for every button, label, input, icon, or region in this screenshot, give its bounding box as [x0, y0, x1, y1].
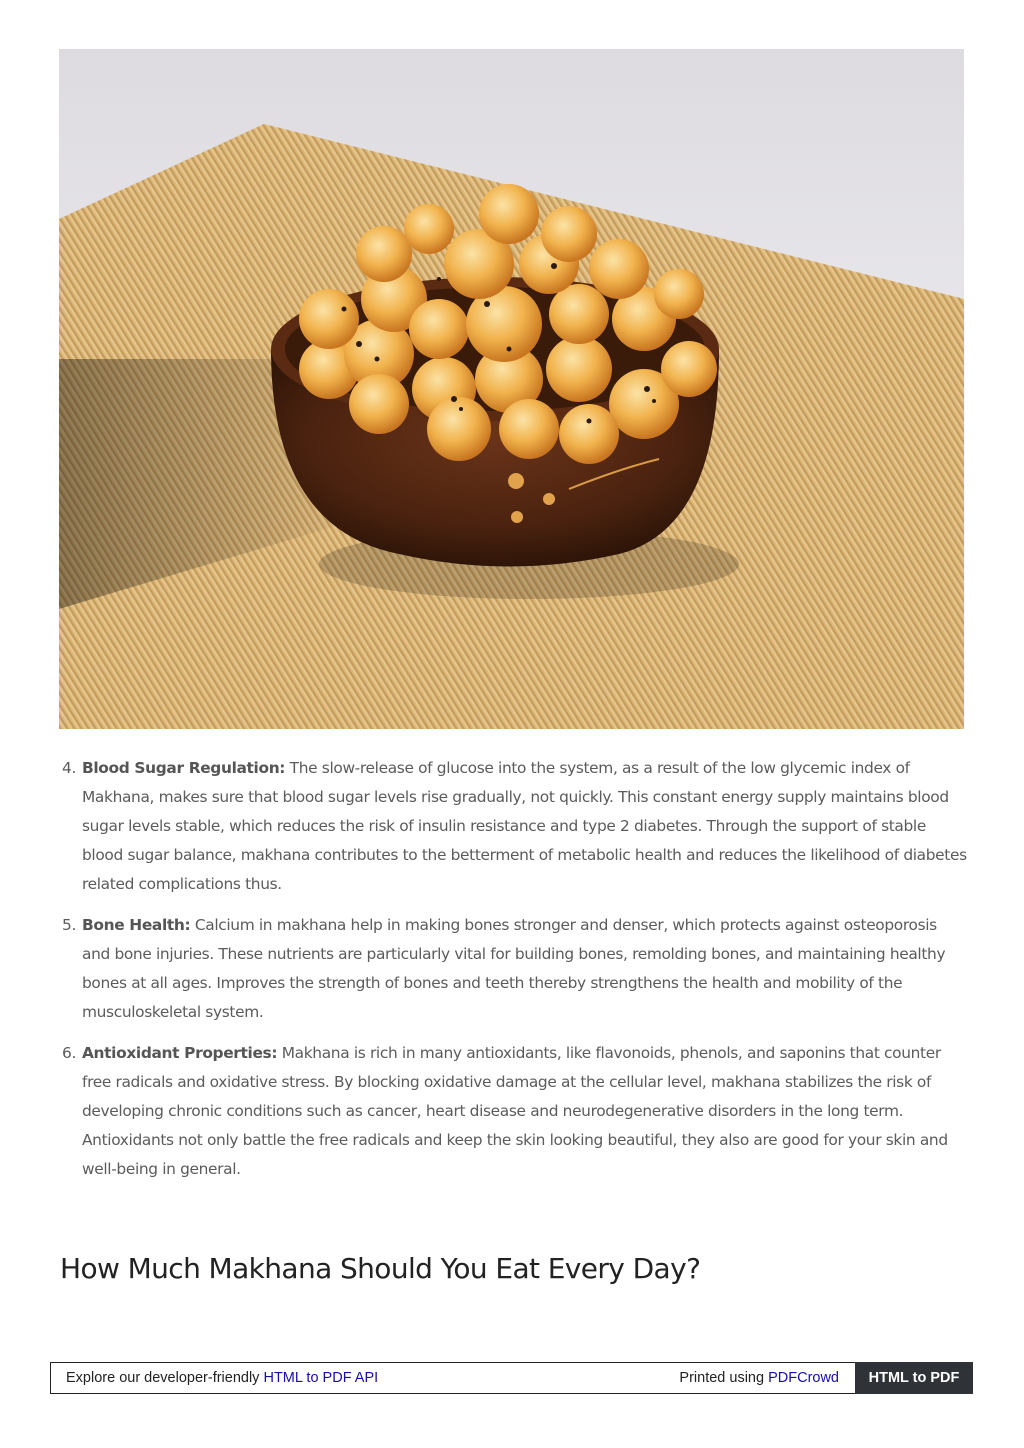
- benefit-description: The slow-release of glucose into the system, as a result of the low glycemic index of Makhana, makes sure that blood sugar levels rise gradually, not quickly. This constant energy supply maintains blood sugar levels stable, which reduces the risk of insulin resistance and type 2 diabetes. Through the support of stable blood sugar balance, makhana contributes to the betterment of metabolic health and reduces the likelihood of diabetes related complications thus.: [82, 759, 967, 893]
- benefit-description: Makhana is rich in many antioxidants, like flavonoids, phenols, and saponins that counter free radicals and oxidative stress. By blocking oxidative damage at the cellular level, makhana stabilizes the risk of developing chronic conditions such as cancer, heart disease and neurodegenerative disorders in the long term. Antioxidants not only battle the free radicals and keep the skin looking beautiful, they also are good for your skin and well-being in general.: [82, 1044, 948, 1178]
- footer-printed: [679, 1370, 839, 1386]
- pdfcrowd-link[interactable]: PDFCrowd: [768, 1370, 839, 1386]
- benefit-term: Bone Health:: [82, 916, 191, 934]
- benefit-description: Calcium in makhana help in making bones stronger and denser, which protects against osteoporosis and bone injuries. These nutrients are particularly vital for building bones, remolding bones, and maintaining healthy bones at all ages. Improves the strength of bones and teeth thereby strengthens the health and mobility of the musculoskeletal system.: [82, 916, 946, 1021]
- html-to-pdf-api-link[interactable]: HTML to PDF API: [263, 1370, 379, 1386]
- list-number: 5.: [62, 916, 76, 934]
- html-to-pdf-button[interactable]: HTML to PDF: [855, 1362, 973, 1394]
- benefit-term: Antioxidant Properties:: [82, 1044, 278, 1062]
- list-item: [62, 754, 967, 899]
- list-item: [62, 1039, 967, 1184]
- list-item: [62, 911, 967, 1027]
- footer-explore-text: Explore our developer-friendly: [66, 1370, 264, 1386]
- list-number: 6.: [62, 1044, 76, 1062]
- footer-explore: [66, 1370, 378, 1386]
- footer-printed-text: Printed using: [679, 1370, 769, 1386]
- list-number: 4.: [62, 759, 76, 777]
- benefits-list: [62, 754, 967, 1196]
- pdf-footer-bar: [50, 1362, 973, 1394]
- section-heading: How Much Makhana Should You Eat Every Day?: [60, 1252, 701, 1285]
- benefit-term: Blood Sugar Regulation:: [82, 759, 286, 777]
- makhana-photo: [59, 49, 964, 729]
